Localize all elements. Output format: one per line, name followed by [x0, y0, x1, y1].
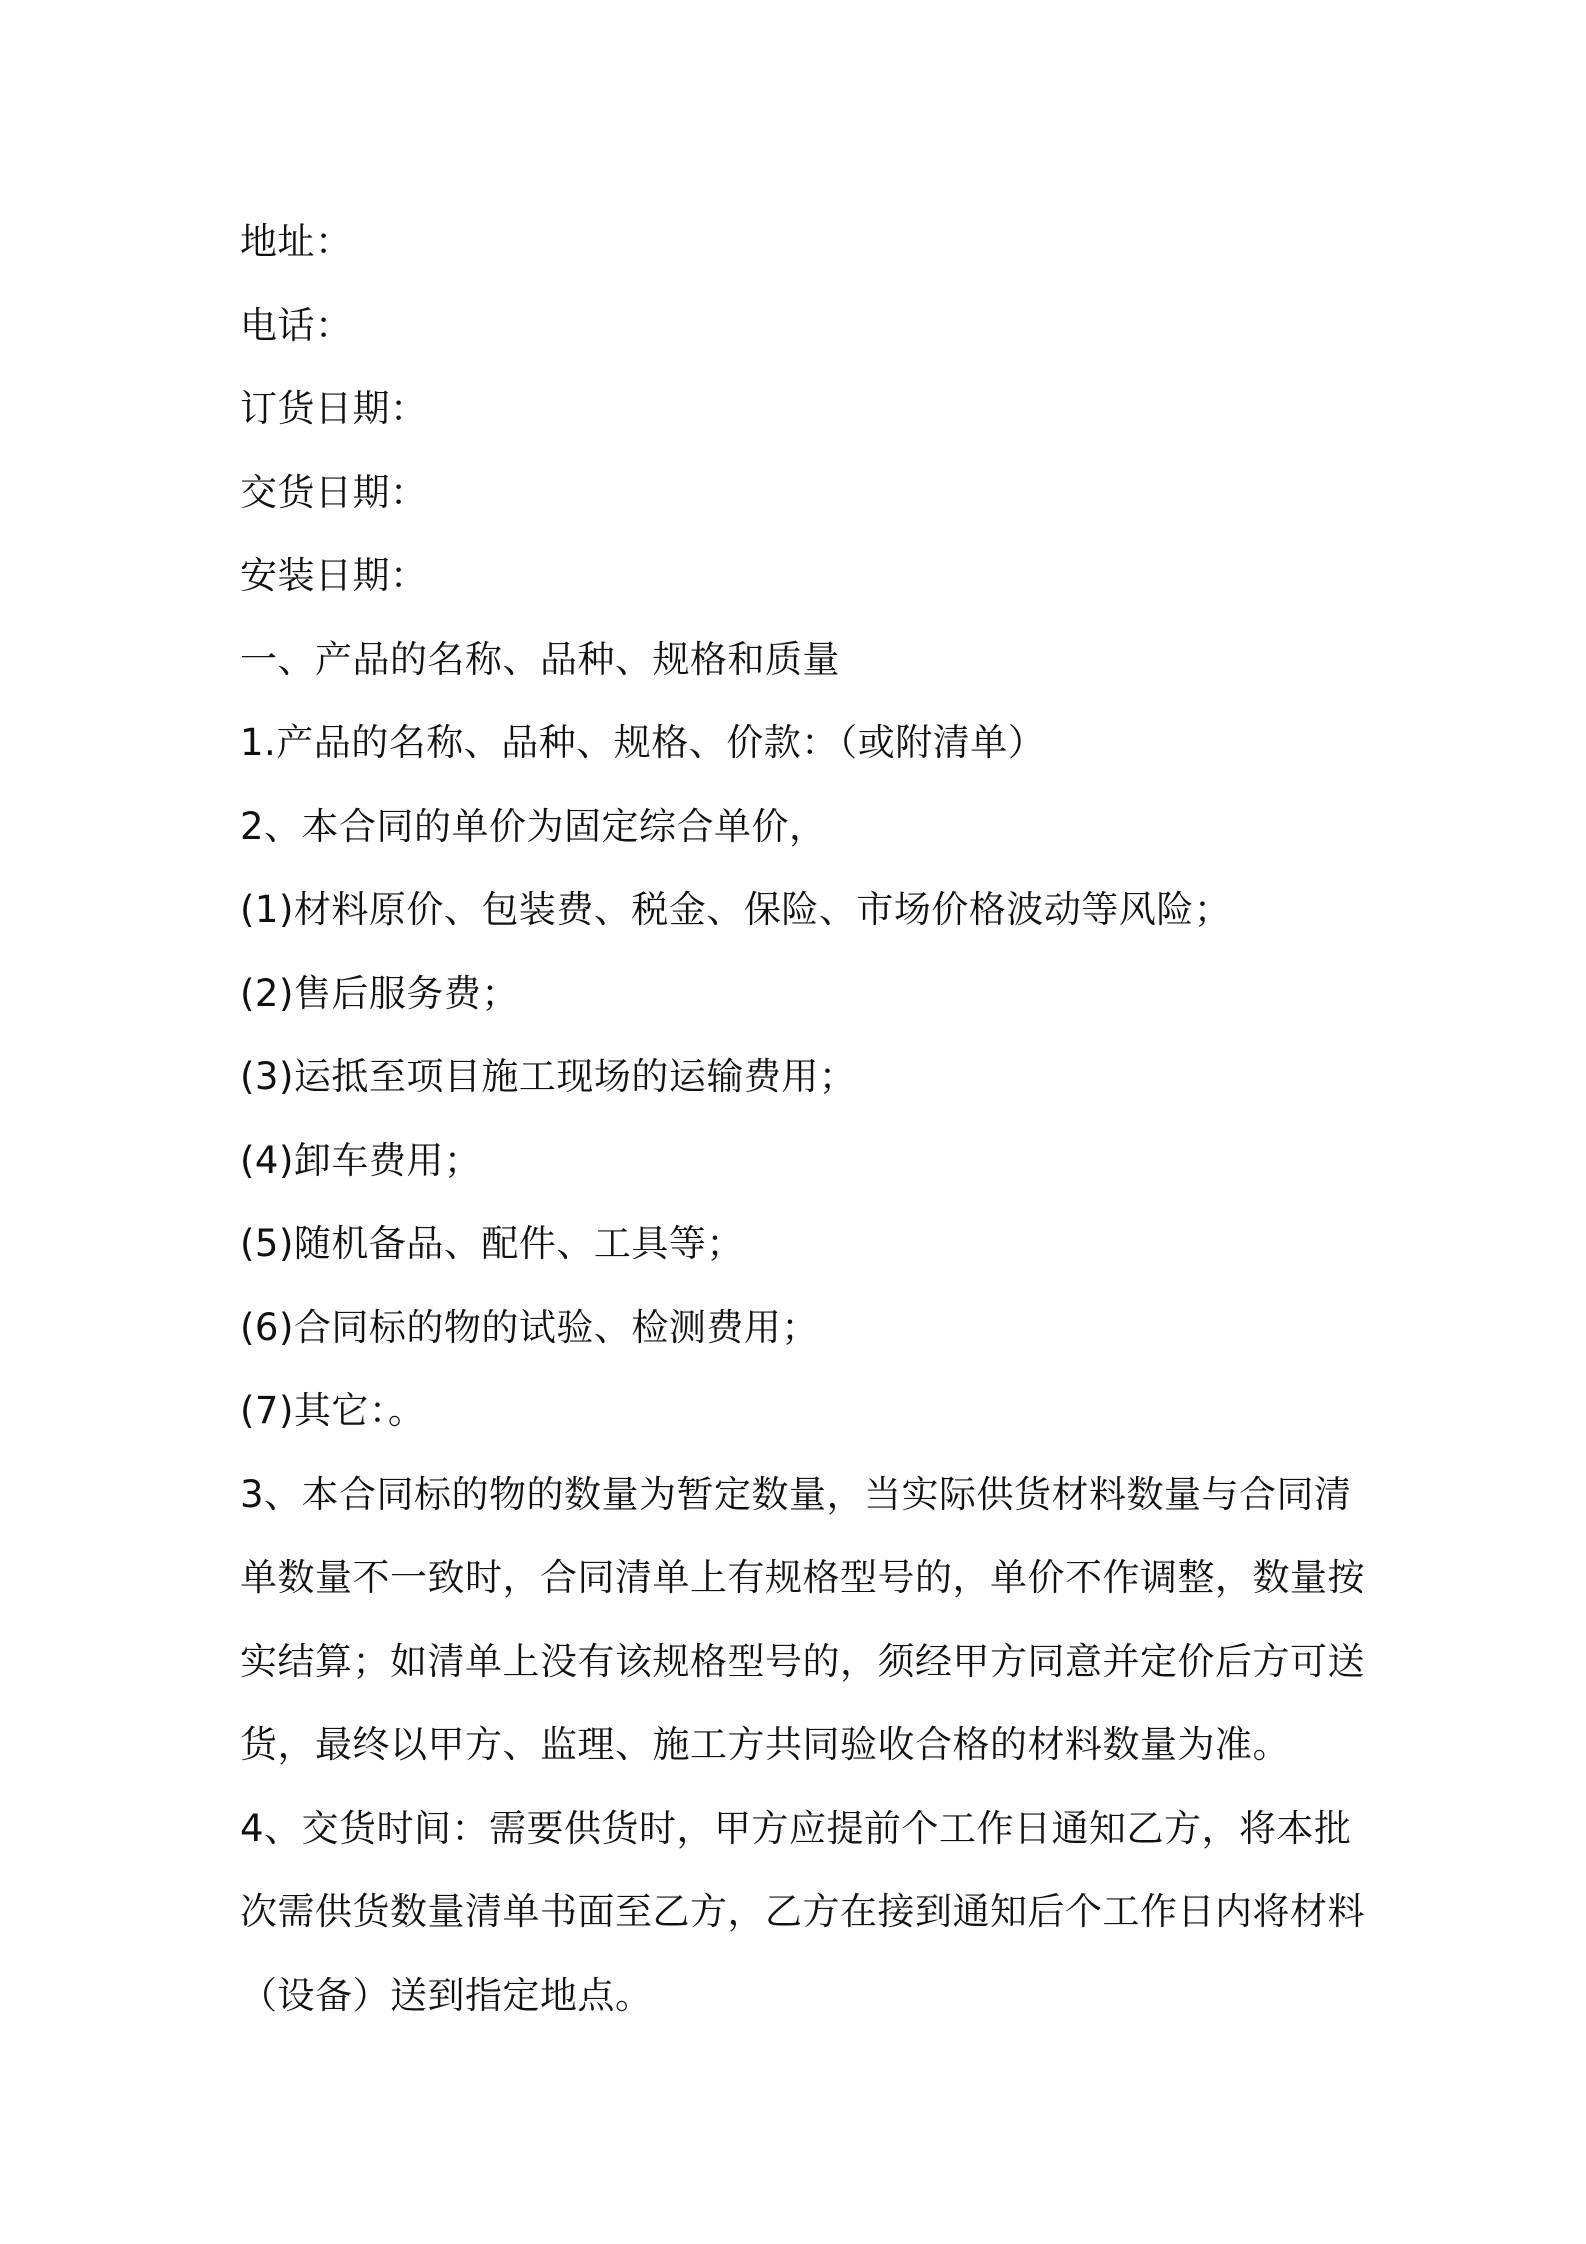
order-date-field: 订货日期： — [240, 387, 428, 430]
sub-item: (1)材料原价、包装费、税金、保险、市场价格波动等风险； — [240, 888, 1232, 931]
section-heading: 一、产品的名称、品种、规格和质量 — [240, 637, 840, 681]
sub-item: (3)运抵至项目施工现场的运输费用； — [240, 1055, 857, 1098]
sub-item: (7)其它：。 — [240, 1389, 426, 1432]
installation-date-field: 安装日期： — [240, 554, 428, 597]
paragraph-line: （设备）送到指定地点。 — [240, 1973, 653, 2017]
address-field: 地址： — [240, 220, 353, 263]
document-body — [240, 200, 1365, 2037]
paragraph-line: 实结算；如清单上没有该规格型号的，须经甲方同意并定价后方可送 — [240, 1639, 1365, 1683]
clause-2: 2、本合同的单价为固定综合单价， — [240, 804, 827, 848]
sub-item: (5)随机备品、配件、工具等； — [240, 1222, 744, 1265]
clause-1: 1.产品的名称、品种、规格、价款：（或附清单） — [240, 721, 1046, 764]
sub-item: (6)合同标的物的试验、检测费用； — [240, 1305, 819, 1349]
paragraph-line: 单数量不一致时，合同清单上有规格型号的，单价不作调整，数量按 — [240, 1556, 1365, 1599]
paragraph-line: 3、本合同标的物的数量为暂定数量，当实际供货材料数量与合同清 — [240, 1472, 1352, 1516]
clause-3 — [240, 1453, 1365, 1787]
delivery-date-field: 交货日期： — [240, 470, 428, 514]
phone-field: 电话： — [240, 303, 353, 347]
paragraph-line: 4、交货时间：需要供货时，甲方应提前个工作日通知乙方，将本批 — [240, 1806, 1352, 1850]
sub-item: (2)售后服务费； — [240, 971, 519, 1015]
paragraph-line: 次需供货数量清单书面至乙方，乙方在接到通知后个工作日内将材料 — [240, 1890, 1365, 1933]
sub-item: (4)卸车费用； — [240, 1138, 482, 1182]
clause-4 — [240, 1787, 1365, 2038]
paragraph-line: 货，最终以甲方、监理、施工方共同验收合格的材料数量为准。 — [240, 1723, 1290, 1766]
